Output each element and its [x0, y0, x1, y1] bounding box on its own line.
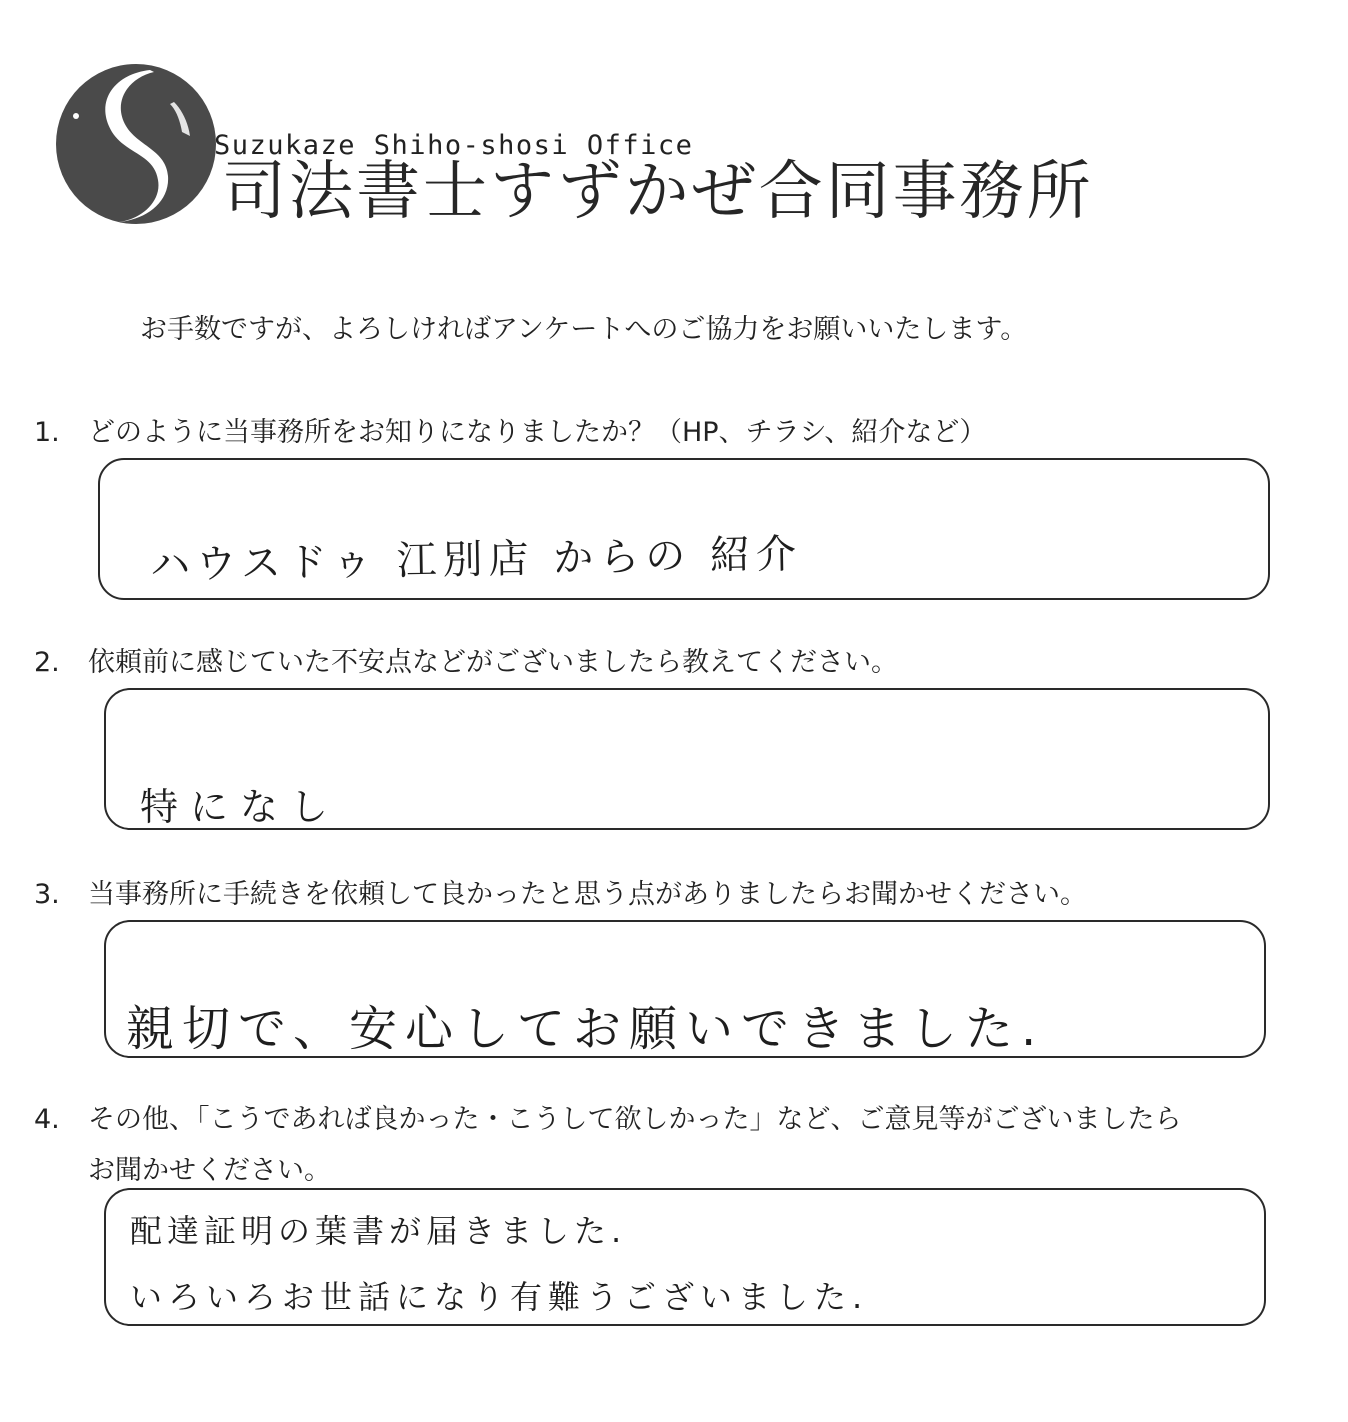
office-logo-icon — [54, 62, 218, 226]
question-number: 4. — [34, 1104, 60, 1135]
handwritten-answer-line-2: いろいろお世話になり有難うございました. — [130, 1278, 869, 1316]
question-text: その他、「こうであれば良かった・こうして欲しかった」など、ご意見等がございましたら — [88, 1104, 1182, 1135]
question-number: 1. — [34, 417, 60, 448]
question-1 — [34, 410, 986, 449]
question-3 — [34, 872, 1087, 911]
handwritten-answer: 親切で、安心してお願いできました. — [126, 1001, 1045, 1057]
question-text: 依頼前に感じていた不安点などがございましたら教えてください。 — [88, 647, 898, 678]
question-number: 2. — [34, 647, 60, 678]
handwritten-answer-line-1: 配達証明の葉書が届きました. — [130, 1212, 627, 1250]
question-text: どのように当事務所をお知りになりましたか？（HP、チラシ、紹介など） — [88, 417, 987, 448]
office-name-japanese: 司法書士すずかぜ合同事務所 — [222, 155, 1094, 229]
question-text: 当事務所に手続きを依頼して良かったと思う点がありましたらお聞かせください。 — [88, 879, 1087, 910]
question-2 — [34, 640, 898, 679]
office-name-english: Suzukaze Shiho-shosi Office — [214, 130, 694, 161]
survey-intro: お手数ですが、よろしければアンケートへのご協力をお願いいたします。 — [140, 314, 1028, 345]
handwritten-answer: 特になし — [140, 785, 341, 829]
question-4 — [34, 1097, 1182, 1136]
question-4-continued: お聞かせください。 — [88, 1155, 331, 1186]
question-number: 3. — [34, 879, 60, 910]
handwritten-answer: ハウスドゥ 江別店 からの 紹介 — [149, 531, 803, 589]
